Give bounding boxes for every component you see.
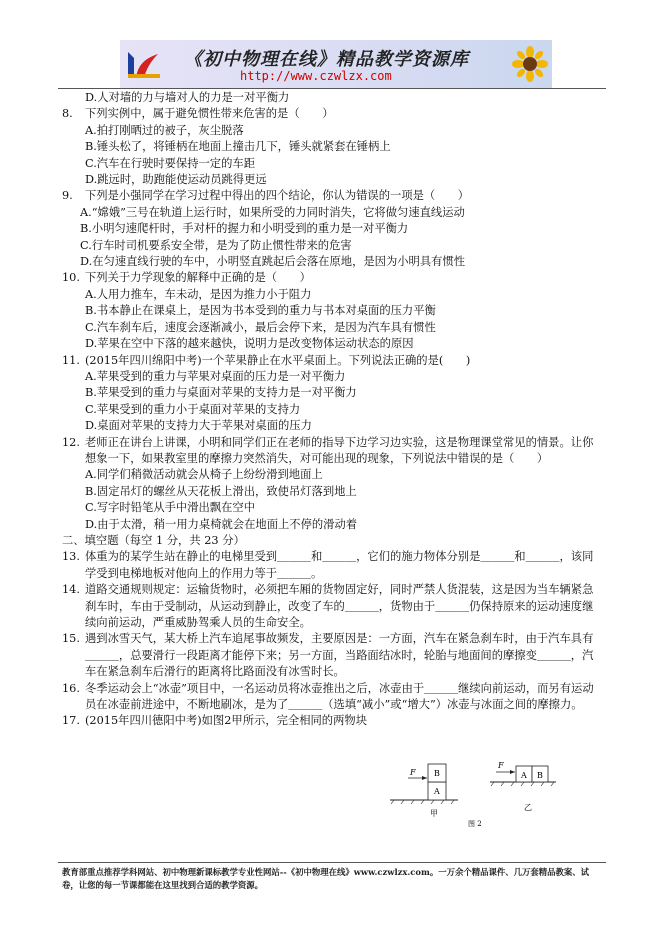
force-label-left: F (410, 768, 416, 777)
option-line: B.书本静止在课桌上，是因为书本受到的重力与书本对桌面的压力平衡 (85, 304, 436, 318)
question-16 (62, 681, 602, 714)
option-line: B.小明匀速爬杆时，手对杆的握力和小明受到的重力是一对平衡力 (80, 222, 409, 236)
question-12 (62, 435, 602, 468)
question-number: 13. (62, 550, 80, 564)
question-9 (62, 188, 602, 204)
question-stem: (2015年四川绵阳中考)一个苹果静止在水平桌面上。下列说法正确的是( ) (85, 353, 471, 367)
question-stem: 冬季运动会上“冰壶”项目中，一名运动员将冰壶推出之后，冰壶由于＿＿＿继续向前运动，而另有运动员在冰壶前进途中，不断地刷冰，是为了＿＿＿（选填“减小”或“增大”）冰壶与冰面之间的摩擦力。 (85, 681, 594, 712)
figure-caption: 图 2 (468, 820, 482, 828)
question-17 (62, 713, 602, 729)
question-stem: 下列是小强同学在学习过程中得出的四个结论，你认为错误的一项是（ ） (85, 189, 470, 203)
figure-b (490, 761, 556, 812)
question-number: 11. (62, 353, 80, 367)
option-line: D.由于太滑，稍一用力桌椅就会在地面上不停的滑动着 (85, 517, 358, 531)
caption-right: 乙 (524, 803, 532, 812)
option-line: A.拍打刚晒过的被子，灰尘脱落 (85, 123, 244, 137)
question-15 (62, 631, 602, 680)
question-stem: 遇到冰雪天气，某大桥上汽车追尾事故频发，主要原因是：一方面，汽车在紧急刹车时，由于汽车具有＿＿＿，总要滑行一段距离才能停下来；另一方面，当路面结冰时，轮胎与地面间的摩擦变＿＿＿，汽车在紧急刹车后滑行的距离将比路面没有冰雪时长。 (85, 632, 594, 679)
question-number: 10. (62, 271, 80, 285)
option-line: B.苹果受到的重力与桌面对苹果的支持力是一对平衡力 (85, 386, 357, 400)
site-logo-icon (124, 44, 164, 84)
document-body (62, 90, 602, 730)
header-banner (120, 40, 552, 88)
force-label-right: F (498, 761, 504, 770)
option-line: D.跳远时，助跑能使运动员跳得更远 (85, 173, 267, 187)
question-stem: 老师正在讲台上讲课，小明和同学们正在老师的指导下边学习边实验，这是物理课堂常见的情景。让你想象一下，如果教室里的摩擦力突然消失，对可能出现的现象，下列说法中错误的是（ ） (85, 435, 594, 465)
option-line: A.同学们稍微活动就会从椅子上纷纷滑到地面上 (85, 468, 323, 482)
block-label-a: A (434, 787, 440, 796)
option-line: A.人用力推车，车未动，是因为推力小于阻力 (85, 287, 312, 301)
option-line: D.在匀速直线行驶的车中，小明竖直跳起后会落在原地，是因为小明具有惯性 (80, 255, 466, 269)
question-number: 9. (62, 189, 73, 203)
question-number: 15. (62, 632, 80, 646)
figure-2 (360, 748, 560, 828)
question-stem: 下列关于力学现象的解释中正确的是（ ） (85, 271, 311, 285)
option-line: C.汽车刹车后，速度会逐渐减小，最后会停下来，是因为汽车具有惯性 (85, 320, 436, 334)
question-number: 8. (62, 107, 73, 121)
option-line: C.汽车在行驶时要保持一定的车距 (85, 156, 255, 170)
option-line: C.写字时铅笔从手中滑出飘在空中 (85, 501, 255, 515)
question-10 (62, 270, 602, 286)
option-line: B.锤头松了，将锤柄在地面上撞击几下，锤头就紧套在锤柄上 (85, 140, 391, 154)
option-line: A.苹果受到的重力与苹果对桌面的压力是一对平衡力 (85, 369, 346, 383)
question-8 (62, 106, 602, 122)
option-line: B.固定吊灯的螺丝从天花板上滑出，致使吊灯落到地上 (85, 484, 357, 498)
footer-text: 教育部重点推荐学科网站、初中物理新课标教学专业性网站--《初中物理在线》www.czwlzx.com。一万余个精品课件、几万套精品教案、试卷，让您的每一节课都能在这里找到合适的教学资源。 (62, 867, 589, 890)
sunflower-icon (512, 46, 548, 82)
question-number: 12. (62, 435, 80, 449)
question-stem: 体重为的某学生站在静止的电梯里受到＿＿＿和＿＿＿，它们的施力物体分别是＿＿＿和＿＿＿，该同学受到电梯地板对他向上的作用力等于＿＿＿。 (85, 550, 594, 580)
question-stem: (2015年四川德阳中考)如图2甲所示，完全相同的两物块 (85, 714, 367, 728)
question-11 (62, 353, 602, 369)
option-line: D.人对墙的力与墙对人的力是一对平衡力 (85, 91, 290, 104)
option-line: C.行车时司机要系安全带，是为了防止惯性带来的危害 (80, 238, 352, 252)
question-14 (62, 582, 602, 631)
figure-a (390, 764, 458, 818)
block-label-b-right: B (537, 771, 543, 780)
question-number: 16. (62, 681, 80, 695)
question-stem: 下列实例中，属于避免惯性带来危害的是（ ） (85, 107, 334, 121)
caption-left: 甲 (430, 809, 438, 818)
option-line: C.苹果受到的重力小于桌面对苹果的支持力 (85, 402, 301, 416)
option-line: D.苹果在空中下落的越来越快，说明力是改变物体运动状态的原因 (85, 337, 414, 351)
question-13 (62, 549, 602, 582)
question-number: 17. (62, 714, 80, 728)
option-line: D.桌面对苹果的支持力大于苹果对桌面的压力 (85, 419, 312, 433)
footer-divider (58, 862, 606, 863)
question-number: 14. (62, 583, 80, 597)
section-heading: 二、填空题（每空 1 分，共 23 分） (62, 533, 245, 547)
block-label-b: B (434, 769, 440, 778)
header-divider (58, 88, 606, 89)
question-stem: 道路交通规则规定：运输货物时，必须把车厢的货物固定好，同时严禁人货混装，这是因为当车辆紧急刹车时，车由于受制动，从运动到静止，改变了车的＿＿＿，货物由于＿＿＿仍保持原来的运动速度继续向前运动，严重威胁驾乘人员的生命安全。 (85, 583, 594, 629)
block-label-a-right: A (521, 771, 527, 780)
option-line: A.“嫦娥”三号在轨道上运行时，如果所受的力同时消失，它将做匀速直线运动 (80, 205, 465, 219)
banner-url[interactable]: http://www.czwlzx.com (240, 69, 392, 83)
banner-title: 《初中物理在线》精品教学资源库 (184, 49, 469, 70)
